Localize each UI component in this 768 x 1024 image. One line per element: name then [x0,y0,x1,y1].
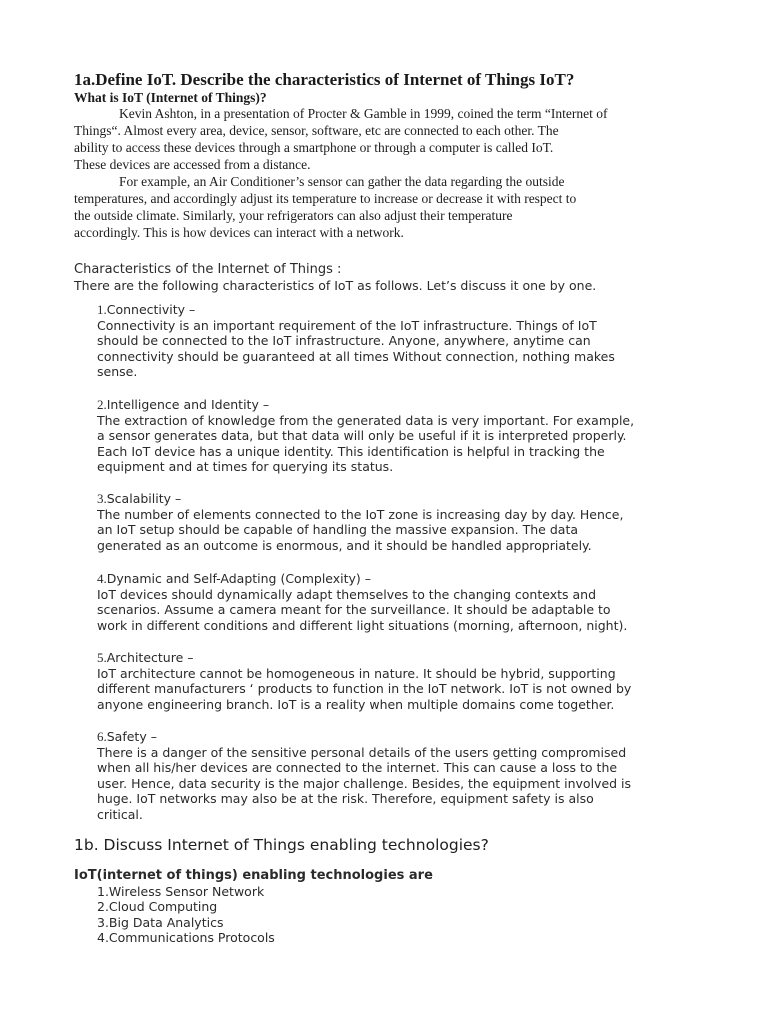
characteristics-heading: Characteristics of the Internet of Things : [74,262,342,277]
item-line: different manufacturers ‘ products to function in the IoT network. IoT is not owned by [97,681,632,696]
item-title: Connectivity – [106,302,196,317]
item-line: Each IoT device has a unique identity. This identification is helpful in tracking the [97,443,605,459]
paragraph-line: Kevin Ashton, in a presentation of Procter & Gamble in 1999, coined the term “Internet of [119,106,608,121]
item-line: sense. [97,364,138,379]
item-line: IoT devices should dynamically adapt themselves to the changing contexts and [97,586,597,602]
item-line: generated as an outcome is enormous, and it should be handled appropriately. [97,537,592,553]
list-item: 1.Wireless Sensor Network [97,884,265,899]
item-line: Connectivity is an important requirement of the IoT infrastructure. Things of IoT [97,317,597,333]
item-number: 2. [97,397,107,412]
item-number: 4. [97,571,107,586]
item-title: Dynamic and Self-Adapting (Complexity) – [106,571,372,586]
item-line: anyone engineering branch. IoT is a reality when multiple domains come together. [97,696,615,712]
item-number: 5. [97,650,107,665]
item-line: The extraction of knowledge from the generated data is very important. For example, [97,412,635,428]
item-title: Scalability – [106,491,182,506]
question-1b-title: 1b. Discuss Internet of Things enabling technologies? [74,836,489,854]
item-title: Safety – [106,729,157,744]
item-line: huge. IoT networks may also be at the risk. Therefore, equipment safety is also [97,791,594,806]
enabling-technologies-heading: IoT(internet of things) enabling technologies are [74,868,433,883]
characteristic-scalability [97,491,707,553]
item-line: IoT architecture cannot be homogeneous in nature. It should be hybrid, supporting [97,665,616,681]
item-title: Intelligence and Identity – [106,397,270,412]
item-line: There is a danger of the sensitive personal details of the users getting compromised [97,744,627,760]
paragraph-kevin-ashton [74,105,694,173]
characteristic-dynamic-self-adapting [97,571,707,633]
item-line: when all his/her devices are connected to the internet. This can cause a loss to the [97,760,618,775]
characteristic-connectivity [97,302,707,380]
item-number: 1. [97,302,107,317]
paragraph-line: These devices are accessed from a distance. [74,157,311,172]
paragraph-line: accordingly. This is how devices can interact with a network. [74,225,404,240]
list-item: 2.Cloud Computing [97,899,218,915]
list-item: 4.Communications Protocols [97,929,275,945]
paragraph-line: Things“. Almost every area, device, sensor, software, etc are connected to each other. The [74,123,559,138]
characteristic-safety [97,729,707,822]
question-1a-title: 1a.Define IoT. Describe the characteristics of Internet of Things IoT? [74,70,575,89]
iot-definition-heading: What is IoT (Internet of Things)? [74,90,267,105]
item-line: work in different conditions and different light situations (morning, afternoon, night). [97,617,628,633]
item-line: scenarios. Assume a camera meant for the surveillance. It should be adaptable to [97,602,611,617]
paragraph-air-conditioner-example [74,173,694,241]
characteristic-architecture [97,650,707,712]
characteristics-intro: There are the following characteristics of IoT as follows. Let’s discuss it one by one. [74,278,597,293]
enabling-technologies-list [97,884,275,945]
item-line: an IoT setup should be capable of handling the massive expansion. The data [97,522,578,537]
item-line: critical. [97,806,143,822]
paragraph-line: ability to access these devices through a smartphone or through a computer is called IoT. [74,140,554,155]
item-line: should be connected to the IoT infrastructure. Anyone, anywhere, anytime can [97,333,591,348]
item-line: The number of elements connected to the IoT zone is increasing day by day. Hence, [97,506,624,522]
paragraph-line: the outside climate. Similarly, your refrigerators can also adjust their temperature [74,208,513,223]
paragraph-line: For example, an Air Conditioner’s sensor can gather the data regarding the outside [119,174,565,189]
item-number: 6. [97,729,107,744]
item-line: user. Hence, data security is the major challenge. Besides, the equipment involved is [97,775,632,791]
list-item: 3.Big Data Analytics [97,914,224,930]
item-line: connectivity should be guaranteed at all times Without connection, nothing makes [97,348,615,364]
item-line: equipment and at times for querying its status. [97,459,394,474]
item-number: 3. [97,491,107,506]
item-line: a sensor generates data, but that data will only be useful if it is interpreted properly. [97,428,627,443]
characteristic-intelligence-identity [97,397,707,475]
paragraph-line: temperatures, and accordingly adjust its temperature to increase or decrease it with respect to [74,191,577,206]
item-title: Architecture – [106,650,194,665]
